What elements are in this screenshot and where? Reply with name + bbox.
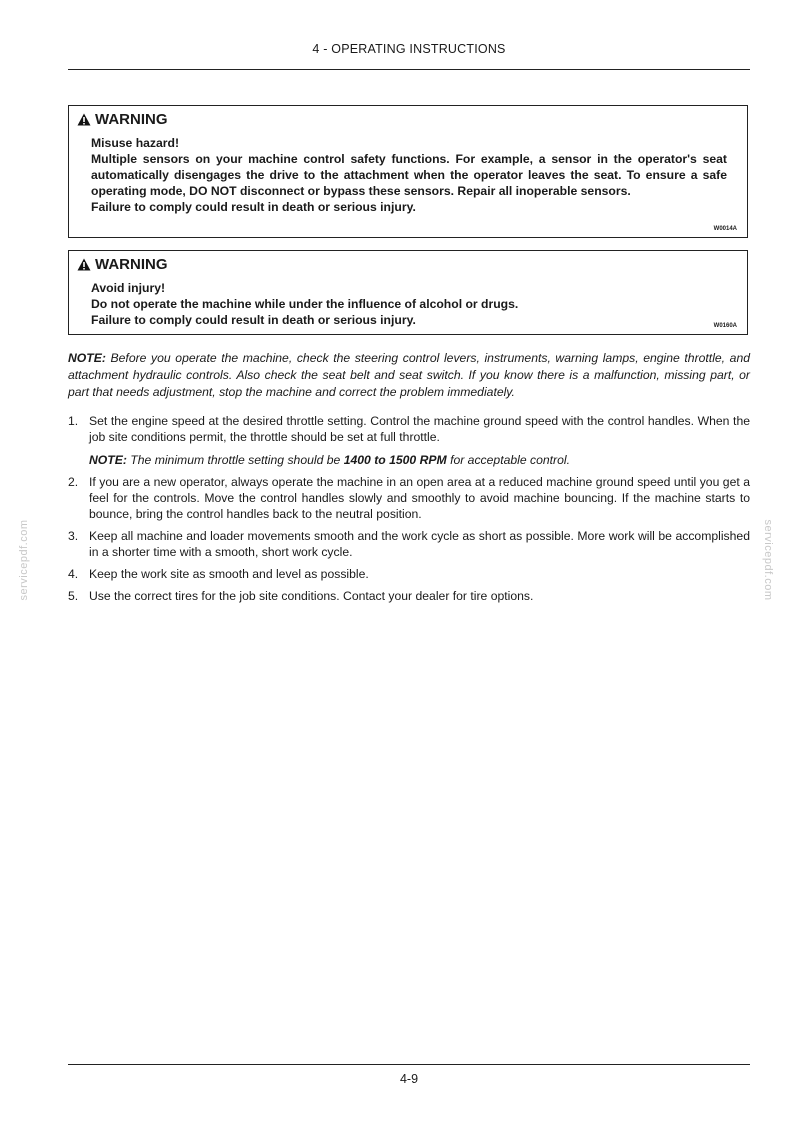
note-text: The minimum throttle setting should be	[126, 453, 344, 467]
warning-body	[91, 280, 727, 328]
warning-heading	[77, 256, 168, 273]
note-label: NOTE:	[68, 351, 106, 365]
step-number: 1.	[68, 414, 79, 428]
step-text: Keep the work site as smooth and level as possible.	[89, 567, 369, 581]
warning-text: Multiple sensors on your machine control safety functions. For example, a sensor in the operator's seat automatically disengages the drive to the attachment when the operator leaves the seat. To ensure a safe operating mode, DO NOT disconnect or bypass these sensors. Repair all inoperable sensors.	[91, 152, 727, 198]
throttle-note	[89, 452, 750, 468]
list-item	[68, 528, 750, 560]
warning-headline: Misuse hazard!	[91, 136, 180, 150]
warning-headline: Avoid injury!	[91, 281, 166, 295]
step-text: Set the engine speed at the desired throttle setting. Control the machine ground speed with the control handles. When the job site conditions permit, the throttle should be set at full throttle.	[89, 414, 750, 444]
watermark-left: servicepdf.com	[18, 519, 30, 601]
footer-divider	[68, 1064, 750, 1065]
warning-title: WARNING	[95, 111, 168, 128]
operating-note	[68, 350, 750, 401]
warning-code: W0160A	[713, 323, 737, 329]
note-text: Before you operate the machine, check the steering control levers, instruments, warning lamps, engine throttle, and attachment hydraulic controls. Also check the seat belt and seat switch. If you know there is a malfunction, missing part, or part that needs adjustment, stop the machine and correct the problem immediately.	[68, 351, 750, 399]
step-text: If you are a new operator, always operate the machine in an open area at a reduced machine ground speed until you get a feel for the controls. Move the control handles slowly and smoothly to avoid machine bouncing. If the machine starts to bounce, bring the control handles back to the neutral position.	[89, 475, 750, 521]
list-item	[68, 566, 750, 582]
warning-triangle-icon	[77, 258, 91, 271]
step-text: Use the correct tires for the job site conditions. Contact your dealer for tire options.	[89, 589, 534, 603]
list-item	[68, 413, 750, 468]
list-item	[68, 588, 750, 604]
step-number: 3.	[68, 529, 79, 543]
warning-consequence: Failure to comply could result in death or serious injury.	[91, 200, 416, 214]
warning-consequence: Failure to comply could result in death or serious injury.	[91, 313, 416, 327]
rpm-emphasis: 1400 to 1500 RPM	[343, 453, 447, 467]
warning-box-avoid-injury	[68, 250, 748, 335]
header-divider	[68, 69, 750, 70]
page-number: 4-9	[399, 1072, 419, 1086]
operating-steps-list	[68, 413, 750, 610]
warning-triangle-icon	[77, 113, 91, 126]
warning-text: Do not operate the machine while under the influence of alcohol or drugs.	[91, 297, 519, 311]
page-header: 4 - OPERATING INSTRUCTIONS	[312, 42, 506, 56]
step-text: Keep all machine and loader movements smooth and the work cycle as short as possible. More work will be accomplished in a shorter time with a smooth, short work cycle.	[89, 529, 750, 559]
step-number: 5.	[68, 589, 79, 603]
step-number: 2.	[68, 475, 79, 489]
step-number: 4.	[68, 567, 79, 581]
watermark-right: servicepdf.com	[762, 519, 774, 601]
warning-title: WARNING	[95, 256, 168, 273]
note-label: NOTE:	[89, 453, 127, 467]
warning-code: W0014A	[713, 226, 737, 232]
warning-body	[91, 135, 727, 215]
warning-box-misuse-hazard	[68, 105, 748, 238]
note-text-end: for acceptable control.	[446, 453, 570, 467]
warning-heading	[77, 111, 168, 128]
list-item	[68, 474, 750, 522]
